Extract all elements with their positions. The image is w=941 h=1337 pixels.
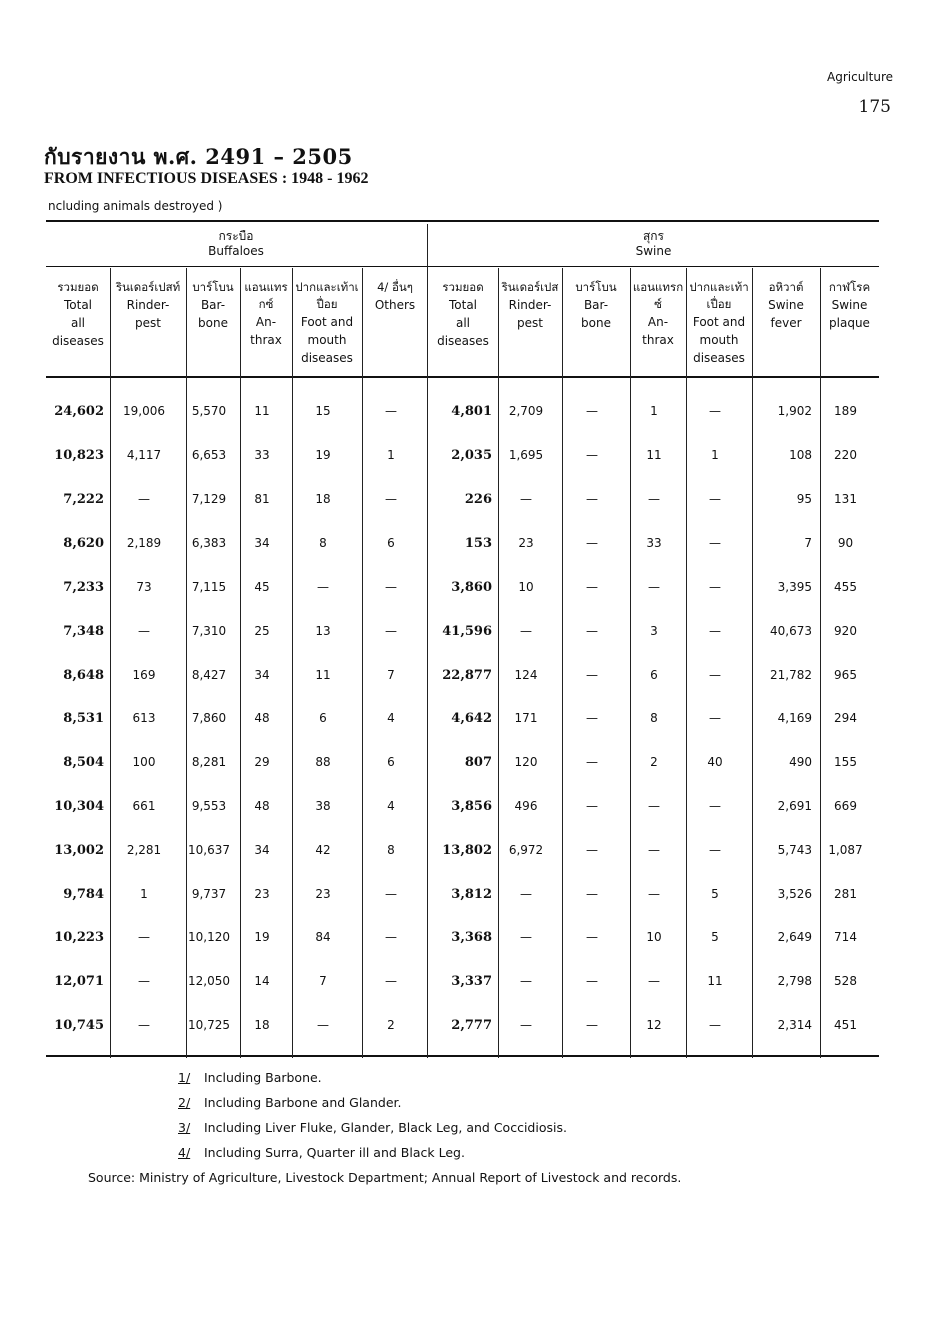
table-cell: 7,233: [63, 580, 104, 595]
column-header-en: all: [70, 316, 86, 330]
table-cell: 10: [646, 930, 662, 944]
table-cell: 34: [254, 843, 270, 857]
table-cell: 451: [834, 1018, 857, 1032]
table-cell: 6,653: [191, 448, 227, 462]
table-cell: —: [709, 843, 721, 857]
table-cell: 10,223: [54, 930, 104, 945]
column-header-th: บาร์โบน: [192, 280, 234, 294]
column-header-th: กาฬโรค: [828, 280, 871, 294]
table-cell: 528: [834, 974, 857, 988]
column-header-en: pest: [517, 316, 543, 330]
table-cell: —: [709, 668, 721, 682]
footnote-4-text: Including Surra, Quarter ill and Black Leg.: [204, 1145, 465, 1160]
table-cell: 48: [254, 799, 270, 813]
table-cell: —: [586, 930, 598, 944]
table-cell: 21,782: [770, 668, 812, 682]
table-cell: 120: [514, 755, 538, 769]
footnote-2: [178, 1095, 401, 1110]
table-cell: —: [138, 492, 150, 506]
footnote-2-mark: 2/: [178, 1095, 191, 1110]
column-header-th: ปากและเท้าเปื่อย: [689, 280, 749, 311]
group-swine-th: สุกร: [642, 229, 665, 243]
table-cell: 155: [834, 755, 857, 769]
table-cell: 108: [789, 448, 812, 462]
column-header-th: รินเดอร์เปสท์: [115, 280, 181, 294]
table-cell: 11: [315, 668, 331, 682]
table-cell: 714: [834, 930, 857, 944]
table-cell: 11: [646, 448, 662, 462]
table-cell: —: [648, 799, 660, 813]
table-cell: —: [520, 624, 532, 638]
table-cell: —: [317, 1018, 329, 1032]
footnote-3: [178, 1120, 567, 1135]
table-cell: 3,368: [451, 930, 492, 945]
table-cell: —: [520, 930, 532, 944]
table-cell: —: [586, 404, 598, 418]
table-cell: —: [317, 580, 329, 594]
table-cell: 12,050: [188, 974, 230, 988]
table-cell: —: [648, 492, 660, 506]
table-cell: 189: [834, 404, 857, 418]
column-header-en: pest: [135, 316, 161, 330]
table-cell: 24,602: [54, 404, 104, 419]
table-cell: 48: [254, 711, 270, 725]
table-cell: —: [385, 887, 397, 901]
table-cell: 23: [518, 536, 534, 550]
table-cell: —: [586, 624, 598, 638]
table-cell: 10,304: [54, 799, 104, 814]
table-cell: 10,823: [54, 448, 104, 463]
table-cell: 9,784: [63, 887, 104, 902]
footnote-3-text: Including Liver Fluke, Glander, Black Leg, and Coccidiosis.: [204, 1120, 567, 1135]
table-cell: 5,743: [777, 843, 812, 857]
table-cell: —: [709, 492, 721, 506]
group-buffaloes-th: กระบือ: [218, 229, 254, 243]
table-cell: 73: [136, 580, 152, 594]
table-cell: 10: [518, 580, 534, 594]
table-cell: 2: [650, 755, 658, 769]
table-cell: 23: [315, 887, 331, 901]
table-cell: 90: [837, 536, 854, 550]
table-cell: —: [709, 1018, 721, 1032]
table-cell: —: [709, 624, 721, 638]
title-note: ncluding animals destroyed ): [48, 199, 223, 213]
table-cell: 2,189: [126, 536, 162, 550]
column-header: [630, 279, 686, 349]
column-header-en: Swine: [768, 298, 804, 312]
column-header-en: Total: [63, 298, 93, 312]
column-header-th: รวมยอด: [57, 280, 99, 294]
table-cell: 171: [514, 711, 538, 725]
table-cell: —: [648, 974, 660, 988]
column-header-th: รวมยอด: [442, 280, 484, 294]
table-cell: 131: [834, 492, 857, 506]
table-cell: —: [520, 887, 532, 901]
table-cell: 11: [254, 404, 270, 418]
table-cell: 7,860: [191, 711, 227, 725]
table-cell: —: [586, 536, 598, 550]
table-cell: 220: [834, 448, 857, 462]
column-header-th: อหิวาต์: [768, 280, 804, 294]
table-cell: 455: [834, 580, 857, 594]
table-cell: 2,709: [508, 404, 544, 418]
table-cell: 9,737: [191, 887, 227, 901]
table-cell: 153: [464, 536, 492, 551]
table-cell: 226: [464, 492, 492, 507]
column-header: [240, 279, 292, 349]
table-cell: 3,856: [451, 799, 492, 814]
table-cell: —: [138, 624, 150, 638]
table-cell: —: [586, 974, 598, 988]
column-header-en: thrax: [642, 333, 674, 347]
table-cell: —: [138, 1018, 150, 1032]
table-cell: 22,877: [442, 668, 492, 683]
table-cell: —: [385, 580, 397, 594]
table-cell: 100: [132, 755, 156, 769]
group-buffaloes-en: Buffaloes: [208, 244, 264, 258]
table-cell: 38: [315, 799, 331, 813]
table-cell: 18: [315, 492, 331, 506]
column-header-en: Total: [448, 298, 478, 312]
table-cell: —: [586, 711, 598, 725]
table-cell: 25: [254, 624, 270, 638]
table-cell: 9,553: [191, 799, 227, 813]
table-cell: 7,310: [191, 624, 227, 638]
table-cell: —: [385, 930, 397, 944]
column-header-en: Bar-: [583, 298, 609, 312]
table-cell: 1,087: [828, 843, 863, 857]
table-cell: —: [138, 974, 150, 988]
table-cell: 5: [711, 930, 719, 944]
section-label: Agriculture: [827, 70, 893, 84]
column-header-en: diseases: [301, 351, 353, 365]
table-cell: 10,120: [188, 930, 230, 944]
column-header-en: Swine: [831, 298, 868, 312]
table-cell: 40: [707, 755, 723, 769]
table-cell: 3,526: [777, 887, 812, 901]
table-cell: 7: [804, 536, 812, 550]
table-cell: 1,695: [508, 448, 544, 462]
table-cell: 496: [514, 799, 538, 813]
table-cell: 6: [319, 711, 327, 725]
table-cell: 3,860: [451, 580, 492, 595]
table-cell: 4,169: [777, 711, 812, 725]
title-english: FROM INFECTIOUS DISEASES : 1948 - 1962: [44, 170, 369, 187]
table-cell: 8,504: [63, 755, 104, 770]
column-header-en: diseases: [52, 334, 104, 348]
column-header-en: diseases: [437, 334, 489, 348]
column-header-en: mouth: [699, 333, 739, 347]
table-cell: 3,395: [777, 580, 812, 594]
table-cell: 2,035: [451, 448, 492, 463]
table-cell: 19,006: [123, 404, 165, 418]
table-cell: —: [648, 580, 660, 594]
column-header: [686, 279, 752, 367]
table-cell: —: [586, 799, 598, 813]
column-header-en: fever: [770, 316, 802, 330]
footnote-2-text: Including Barbone and Glander.: [204, 1095, 402, 1110]
table-cell: 807: [464, 755, 492, 770]
table-cell: 7,222: [63, 492, 104, 507]
table-cell: 2,281: [126, 843, 162, 857]
table-cell: 40,673: [770, 624, 812, 638]
table-cell: 6,972: [508, 843, 544, 857]
title-thai: กับรายงาน พ.ศ. 2491 – 2505: [44, 144, 353, 169]
footnote-3-mark: 3/: [178, 1120, 191, 1135]
table-cell: 8,620: [63, 536, 104, 551]
table-cell: 7,115: [191, 580, 227, 594]
column-header: [498, 279, 562, 332]
table-cell: 4,642: [451, 711, 492, 726]
table-cell: 6: [650, 668, 658, 682]
table-cell: 34: [254, 668, 270, 682]
table-cell: —: [586, 887, 598, 901]
column-header-en: Foot and: [300, 315, 354, 329]
table-cell: 8,648: [63, 668, 104, 683]
table-cell: —: [520, 974, 532, 988]
column-header: [110, 279, 186, 332]
table-cell: 10,745: [54, 1018, 104, 1033]
footnote-1-text: Including Barbone.: [204, 1070, 322, 1085]
table-cell: 41,596: [442, 624, 492, 639]
table-cell: 1: [140, 887, 148, 901]
column-header-en: Others: [374, 298, 416, 312]
table-cell: 8: [650, 711, 658, 725]
column-header-th: 4/ อื่นๆ: [377, 280, 413, 294]
table-cell: —: [709, 404, 721, 418]
table-cell: 7: [319, 974, 327, 988]
column-header-th: บาร์โบน: [575, 280, 617, 294]
table-cell: —: [648, 887, 660, 901]
footnote-1: [178, 1070, 322, 1085]
table-cell: 920: [834, 624, 857, 638]
table-cell: 23: [254, 887, 270, 901]
table-cell: 2,691: [777, 799, 812, 813]
column-header-th: ปากและเท้าเปื่อย: [295, 280, 359, 311]
column-header-th: แอนแทรกซ์: [244, 280, 288, 311]
table-cell: —: [385, 492, 397, 506]
table-cell: 13,802: [442, 843, 492, 858]
table-cell: 8,531: [63, 711, 104, 726]
column-header: [186, 279, 240, 332]
footnote-1-mark: 1/: [178, 1070, 191, 1085]
column-header-en: plaque: [829, 316, 870, 330]
table-cell: —: [586, 448, 598, 462]
table-cell: 13,002: [54, 843, 104, 858]
table-cell: 294: [834, 711, 857, 725]
group-header-rule: [46, 266, 879, 267]
group-buffaloes: [46, 229, 426, 259]
table-cell: 1,902: [777, 404, 812, 418]
table-cell: 81: [254, 492, 270, 506]
table-cell: 11: [707, 974, 723, 988]
table-bottom-rule: [46, 1055, 879, 1057]
column-header-en: bone: [581, 316, 611, 330]
table-cell: 6: [387, 755, 395, 769]
table-cell: 169: [132, 668, 156, 682]
table-cell: —: [586, 1018, 598, 1032]
table-cell: 669: [834, 799, 857, 813]
column-header-en: thrax: [250, 333, 282, 347]
table-cell: —: [586, 755, 598, 769]
source-note: Source: Ministry of Agriculture, Livestock Department; Annual Report of Livestock and records.: [88, 1170, 682, 1185]
column-header: [562, 279, 630, 332]
table-cell: —: [520, 1018, 532, 1032]
table-cell: 4,801: [451, 404, 492, 419]
table-cell: 29: [254, 755, 270, 769]
table-cell: 1: [387, 448, 395, 462]
table-cell: 19: [254, 930, 270, 944]
table-cell: —: [709, 711, 721, 725]
footnote-4-mark: 4/: [178, 1145, 191, 1160]
table-cell: —: [648, 843, 660, 857]
table-cell: —: [709, 580, 721, 594]
table-cell: —: [138, 930, 150, 944]
table-cell: —: [520, 492, 532, 506]
table-cell: 88: [315, 755, 331, 769]
table-cell: 8,427: [191, 668, 227, 682]
table-cell: 3,812: [451, 887, 492, 902]
table-cell: 12,071: [54, 974, 104, 989]
table-cell: 4: [387, 799, 395, 813]
column-header: [46, 279, 110, 350]
table-cell: 4: [387, 711, 395, 725]
table-cell: 7,348: [63, 624, 104, 639]
column-header-en: An-: [255, 315, 277, 329]
table-cell: 2,314: [777, 1018, 812, 1032]
column-header-en: Bar-: [200, 298, 226, 312]
column-header: [752, 279, 820, 332]
table-cell: 8: [387, 843, 395, 857]
table-cell: —: [586, 668, 598, 682]
table-cell: 34: [254, 536, 270, 550]
group-swine: [428, 229, 879, 259]
table-cell: 33: [646, 536, 662, 550]
table-cell: —: [586, 492, 598, 506]
table-cell: 490: [789, 755, 812, 769]
page-number: 175: [858, 97, 891, 117]
table-cell: 19: [315, 448, 331, 462]
table-cell: 33: [254, 448, 270, 462]
table-cell: 18: [254, 1018, 270, 1032]
table-cell: —: [586, 580, 598, 594]
table-cell: —: [385, 974, 397, 988]
table-cell: 3,337: [451, 974, 492, 989]
table-cell: 7,129: [191, 492, 227, 506]
column-header-en: diseases: [693, 351, 745, 365]
table-cell: 8,281: [191, 755, 227, 769]
column-header-th: แอนแทรกซ์: [632, 280, 684, 311]
column-header-en: mouth: [307, 333, 347, 347]
table-cell: 14: [254, 974, 270, 988]
group-swine-en: Swine: [635, 244, 672, 258]
column-header-en: An-: [647, 315, 669, 329]
table-cell: 281: [834, 887, 857, 901]
table-cell: 84: [315, 930, 331, 944]
table-cell: 5: [711, 887, 719, 901]
table-cell: 965: [834, 668, 857, 682]
table-cell: 10,725: [188, 1018, 230, 1032]
table-cell: —: [709, 799, 721, 813]
table-cell: 95: [796, 492, 812, 506]
column-header-th: รินเดอร์เปส: [501, 280, 559, 294]
table-cell: 124: [514, 668, 538, 682]
table-cell: 3: [650, 624, 658, 638]
column-header-en: Foot and: [692, 315, 746, 329]
column-header: [820, 279, 879, 332]
table-cell: 2,798: [777, 974, 812, 988]
table-cell: 1: [650, 404, 658, 418]
table-cell: 42: [315, 843, 331, 857]
table-cell: 45: [254, 580, 270, 594]
table-cell: 1: [711, 448, 719, 462]
column-header: [362, 279, 428, 314]
table-cell: 13: [315, 624, 331, 638]
column-header: [292, 279, 362, 367]
footnote-4: [178, 1145, 465, 1160]
table-top-rule: [46, 220, 879, 222]
column-header-en: bone: [198, 316, 228, 330]
table-cell: —: [586, 843, 598, 857]
table-cell: 6: [387, 536, 395, 550]
table-cell: 4,117: [126, 448, 162, 462]
header-bottom-rule: [46, 376, 879, 378]
column-header: [428, 279, 498, 350]
table-cell: 10,637: [188, 843, 230, 857]
column-header-en: Rinder-: [126, 298, 170, 312]
table-cell: —: [385, 624, 397, 638]
column-header-en: all: [455, 316, 471, 330]
table-cell: 6,383: [191, 536, 227, 550]
table-cell: 15: [315, 404, 331, 418]
table-cell: —: [385, 404, 397, 418]
table-cell: 12: [646, 1018, 662, 1032]
table-cell: —: [709, 536, 721, 550]
table-cell: 2,649: [777, 930, 812, 944]
column-header-en: Rinder-: [508, 298, 552, 312]
table-cell: 5,570: [191, 404, 227, 418]
table-cell: 8: [319, 536, 327, 550]
table-cell: 7: [387, 668, 395, 682]
table-cell: 2: [387, 1018, 395, 1032]
table-cell: 613: [132, 711, 156, 725]
table-cell: 661: [132, 799, 156, 813]
table-cell: 2,777: [451, 1018, 492, 1033]
